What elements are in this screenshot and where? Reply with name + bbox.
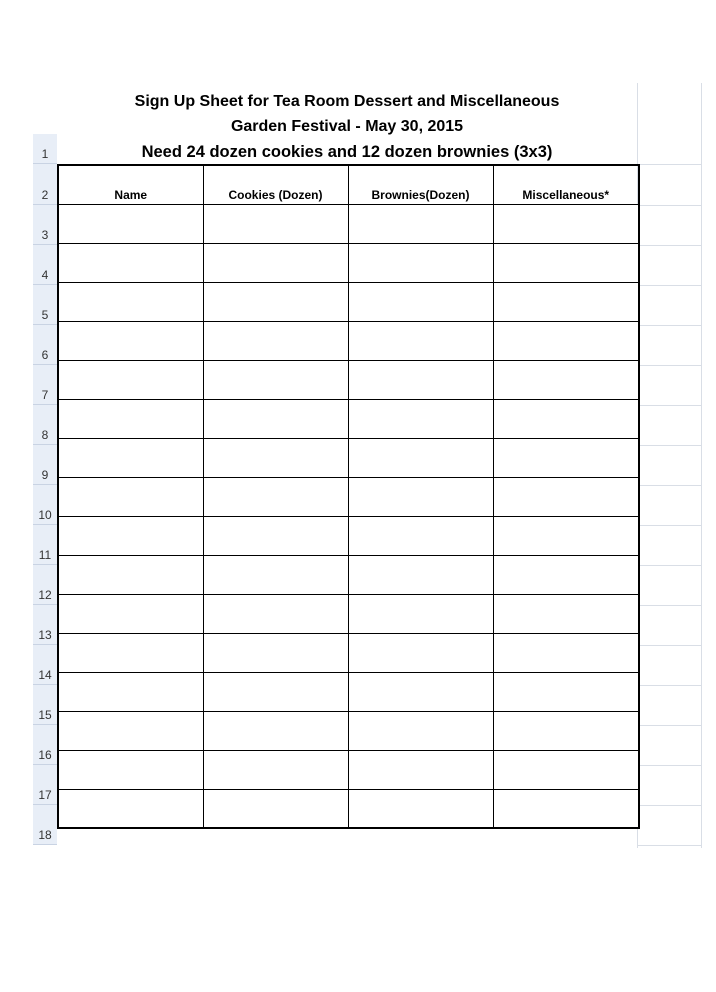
cookies-cell[interactable] <box>203 789 348 828</box>
table-row <box>58 672 639 711</box>
row-header[interactable]: 15 <box>33 685 57 725</box>
row-header[interactable]: 5 <box>33 285 57 325</box>
brownies-cell[interactable] <box>348 477 493 516</box>
row-header[interactable]: 14 <box>33 645 57 685</box>
name-cell[interactable] <box>58 477 203 516</box>
brownies-cell[interactable] <box>348 360 493 399</box>
gridline <box>638 805 702 806</box>
miscellaneous-cell[interactable] <box>493 282 639 321</box>
gridline <box>638 685 702 686</box>
table-row <box>58 516 639 555</box>
name-cell[interactable] <box>58 789 203 828</box>
cookies-cell[interactable] <box>203 360 348 399</box>
cookies-cell[interactable] <box>203 477 348 516</box>
cookies-cell[interactable] <box>203 438 348 477</box>
table-row <box>58 711 639 750</box>
table-header-row <box>58 165 639 204</box>
gridline <box>638 205 702 206</box>
miscellaneous-cell[interactable] <box>493 204 639 243</box>
miscellaneous-cell[interactable] <box>493 516 639 555</box>
row-header[interactable]: 9 <box>33 445 57 485</box>
table-row <box>58 282 639 321</box>
cookies-cell[interactable] <box>203 594 348 633</box>
gridline <box>638 485 702 486</box>
event-subtitle: Garden Festival - May 30, 2015 <box>230 118 464 135</box>
table-row <box>58 399 639 438</box>
brownies-cell[interactable] <box>348 321 493 360</box>
row-header[interactable]: 6 <box>33 325 57 365</box>
name-cell[interactable] <box>58 399 203 438</box>
miscellaneous-cell[interactable] <box>493 711 639 750</box>
row-header[interactable]: 1 <box>33 134 57 164</box>
brownies-cell[interactable] <box>348 204 493 243</box>
cookies-cell[interactable] <box>203 282 348 321</box>
brownies-cell[interactable] <box>348 438 493 477</box>
table-row <box>58 555 639 594</box>
signup-table <box>57 164 640 829</box>
row-header[interactable]: 11 <box>33 525 57 565</box>
name-cell[interactable] <box>58 438 203 477</box>
row-header[interactable]: 18 <box>33 805 57 845</box>
row-header[interactable]: 3 <box>33 205 57 245</box>
row-header[interactable]: 7 <box>33 365 57 405</box>
gridline <box>638 565 702 566</box>
brownies-cell[interactable] <box>348 516 493 555</box>
cookies-cell[interactable] <box>203 516 348 555</box>
name-cell[interactable] <box>58 555 203 594</box>
cookies-cell[interactable] <box>203 711 348 750</box>
name-cell[interactable] <box>58 672 203 711</box>
gridline <box>638 405 702 406</box>
gridline <box>638 285 702 286</box>
cookies-cell[interactable] <box>203 204 348 243</box>
cookies-cell[interactable] <box>203 321 348 360</box>
sheet-title: Sign Up Sheet for Tea Room Dessert and Miscellaneous <box>134 93 560 110</box>
header-name[interactable]: Name <box>58 165 203 204</box>
table-row <box>58 438 639 477</box>
row-header[interactable]: 12 <box>33 565 57 605</box>
name-cell[interactable] <box>58 204 203 243</box>
brownies-cell[interactable] <box>348 633 493 672</box>
table-row <box>58 321 639 360</box>
name-cell[interactable] <box>58 243 203 282</box>
miscellaneous-cell[interactable] <box>493 243 639 282</box>
table-row <box>58 477 639 516</box>
row-header[interactable]: 13 <box>33 605 57 645</box>
gridline <box>638 245 702 246</box>
miscellaneous-cell[interactable] <box>493 399 639 438</box>
name-cell[interactable] <box>58 360 203 399</box>
miscellaneous-cell[interactable] <box>493 594 639 633</box>
cookies-cell[interactable] <box>203 750 348 789</box>
name-cell[interactable] <box>58 516 203 555</box>
gridline <box>638 525 702 526</box>
miscellaneous-cell[interactable] <box>493 360 639 399</box>
brownies-cell[interactable] <box>348 282 493 321</box>
row-header[interactable]: 10 <box>33 485 57 525</box>
name-cell[interactable] <box>58 321 203 360</box>
gridline <box>638 164 702 165</box>
miscellaneous-cell[interactable] <box>493 555 639 594</box>
cookies-cell[interactable] <box>203 555 348 594</box>
gridline <box>638 325 702 326</box>
brownies-cell[interactable] <box>348 555 493 594</box>
table-row <box>58 204 639 243</box>
table-row <box>58 594 639 633</box>
row-header[interactable]: 4 <box>33 245 57 285</box>
cookies-cell[interactable] <box>203 672 348 711</box>
miscellaneous-cell[interactable] <box>493 321 639 360</box>
header-miscellaneous[interactable]: Miscellaneous* <box>493 165 639 204</box>
table-row <box>58 633 639 672</box>
cookies-cell[interactable] <box>203 399 348 438</box>
name-cell[interactable] <box>58 594 203 633</box>
gridline <box>701 83 702 848</box>
miscellaneous-cell[interactable] <box>493 672 639 711</box>
brownies-cell[interactable] <box>348 750 493 789</box>
name-cell[interactable] <box>58 282 203 321</box>
row-header[interactable]: 16 <box>33 725 57 765</box>
requirement-note: Need 24 dozen cookies and 12 dozen brownies (3x3) <box>141 143 553 161</box>
gridline <box>638 765 702 766</box>
brownies-cell[interactable] <box>348 672 493 711</box>
gridline <box>638 645 702 646</box>
brownies-cell[interactable] <box>348 594 493 633</box>
brownies-cell[interactable] <box>348 399 493 438</box>
miscellaneous-cell[interactable] <box>493 789 639 828</box>
miscellaneous-cell[interactable] <box>493 633 639 672</box>
miscellaneous-cell[interactable] <box>493 438 639 477</box>
gridline <box>638 605 702 606</box>
table-row <box>58 360 639 399</box>
cookies-cell[interactable] <box>203 633 348 672</box>
gridline <box>638 365 702 366</box>
table-row <box>58 750 639 789</box>
gridline <box>638 445 702 446</box>
row-header[interactable]: 8 <box>33 405 57 445</box>
table-row <box>58 789 639 828</box>
row-header[interactable]: 2 <box>33 164 57 205</box>
header-cookies[interactable]: Cookies (Dozen) <box>203 165 348 204</box>
brownies-cell[interactable] <box>348 711 493 750</box>
miscellaneous-cell[interactable] <box>493 750 639 789</box>
name-cell[interactable] <box>58 750 203 789</box>
table-row <box>58 243 639 282</box>
row-header[interactable]: 17 <box>33 765 57 805</box>
miscellaneous-cell[interactable] <box>493 477 639 516</box>
brownies-cell[interactable] <box>348 789 493 828</box>
name-cell[interactable] <box>58 711 203 750</box>
brownies-cell[interactable] <box>348 243 493 282</box>
gridline <box>638 725 702 726</box>
gridline <box>638 845 702 846</box>
header-brownies[interactable]: Brownies(Dozen) <box>348 165 493 204</box>
cookies-cell[interactable] <box>203 243 348 282</box>
name-cell[interactable] <box>58 633 203 672</box>
